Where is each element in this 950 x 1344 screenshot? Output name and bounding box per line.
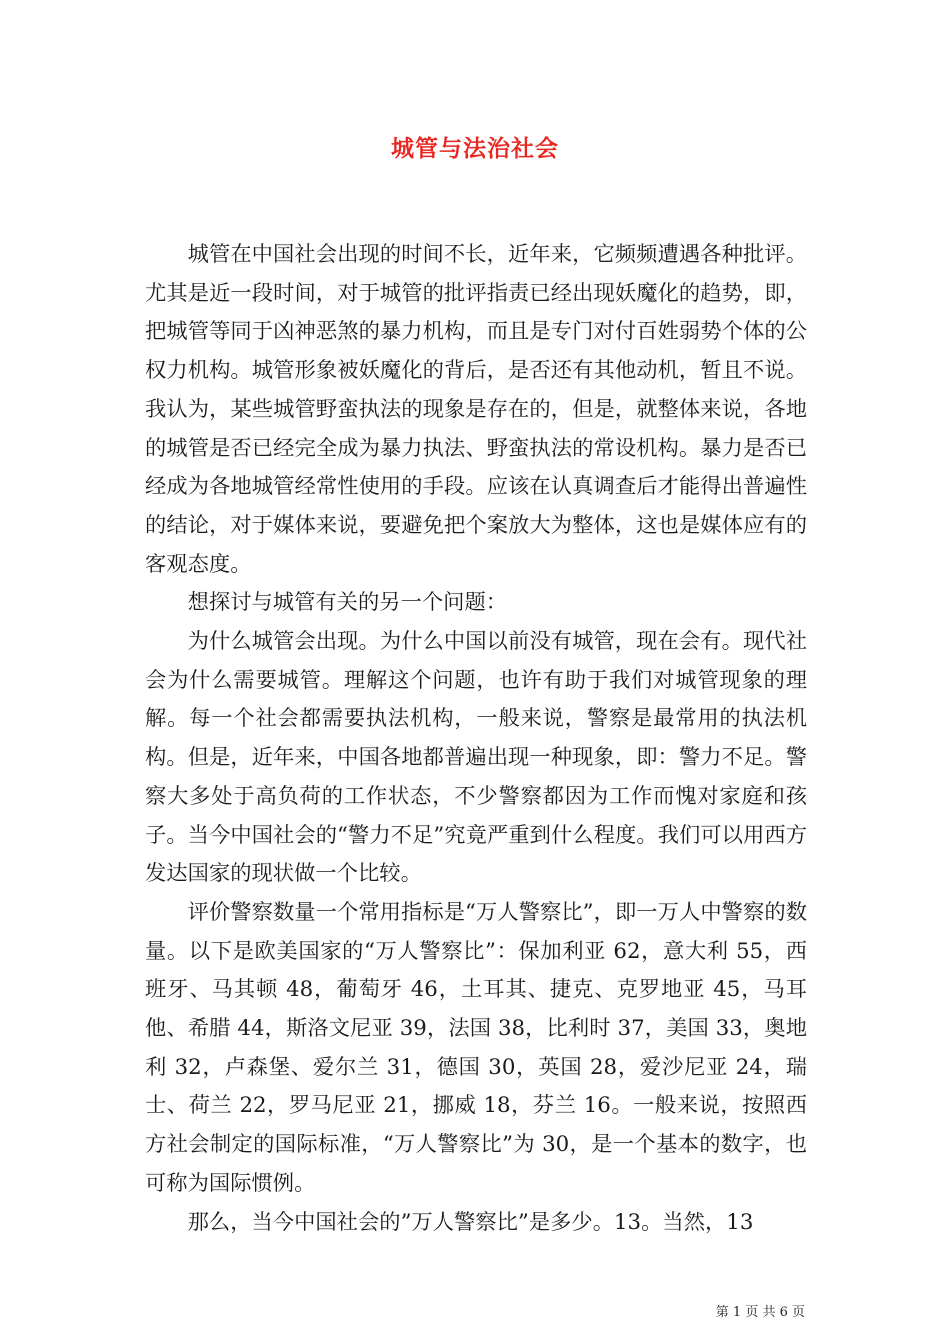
paragraph: 那么，当今中国社会的”万人警察比”是多少。13。当然，13 [187, 1209, 754, 1235]
paragraph: 评价警察数量一个常用指标是“万人警察比”，即一万人中警察的数量。以下是欧美国家的“万人警察比”：保加利亚 62，意大利 55，西班牙、马其顿 48，葡萄牙 46，土耳其、捷克、克罗地亚 45，马耳他、希腊 44，斯洛文尼亚 39，法国 38，比利时 37，美国 33，奥地利 32，卢森堡、爱尔兰 31，德国 30，英国 28，爱沙尼亚 24，瑞士、荷兰 22，罗马尼亚 21，挪威 18，芬兰 16。一般来说，按照西方社会制定的国际标准，“万人警察比”为 30，是一个基本的数字，也可称为国际惯例。 [145, 899, 807, 1196]
paragraph: 城管在中国社会出现的时间不长，近年来，它频频遭遇各种批评。尤其是近一段时间，对于城管的批评指责已经出现妖魔化的趋势，即，把城管等同于凶神恶煞的暴力机构，而且是专门对付百姓弱势个体的公权力机构。城管形象被妖魔化的背后，是否还有其他动机，暂且不说。我认为，某些城管野蛮执法的现象是存在的，但是，就整体来说，各地的城管是否已经完全成为暴力执法、野蛮执法的常设机构。暴力是否已经成为各地城管经常性使用的手段。应该在认真调查后才能得出普遍性的结论，对于媒体来说，要避免把个案放大为整体，这也是媒体应有的客观态度。 [145, 242, 807, 577]
page-number: 第 1 页 共 6 页 [715, 1305, 805, 1320]
paragraph: 为什么城管会出现。为什么中国以前没有城管，现在会有。现代社会为什么需要城管。理解这个问题，也许有助于我们对城管现象的理解。每一个社会都需要执法机构，一般来说，警察是最常用的执法机构。但是，近年来，中国各地都普遍出现一种现象，即：警力不足。警察大多处于高负荷的工作状态，不少警察都因为工作而愧对家庭和孩子。当今中国社会的“警力不足”究竟严重到什么程度。我们可以用西方发达国家的现状做一个比较。 [145, 629, 807, 887]
paragraph: 想探讨与城管有关的另一个问题： [187, 590, 508, 616]
page-title: 城管与法治社会 [391, 135, 559, 162]
article-body [145, 236, 807, 1242]
